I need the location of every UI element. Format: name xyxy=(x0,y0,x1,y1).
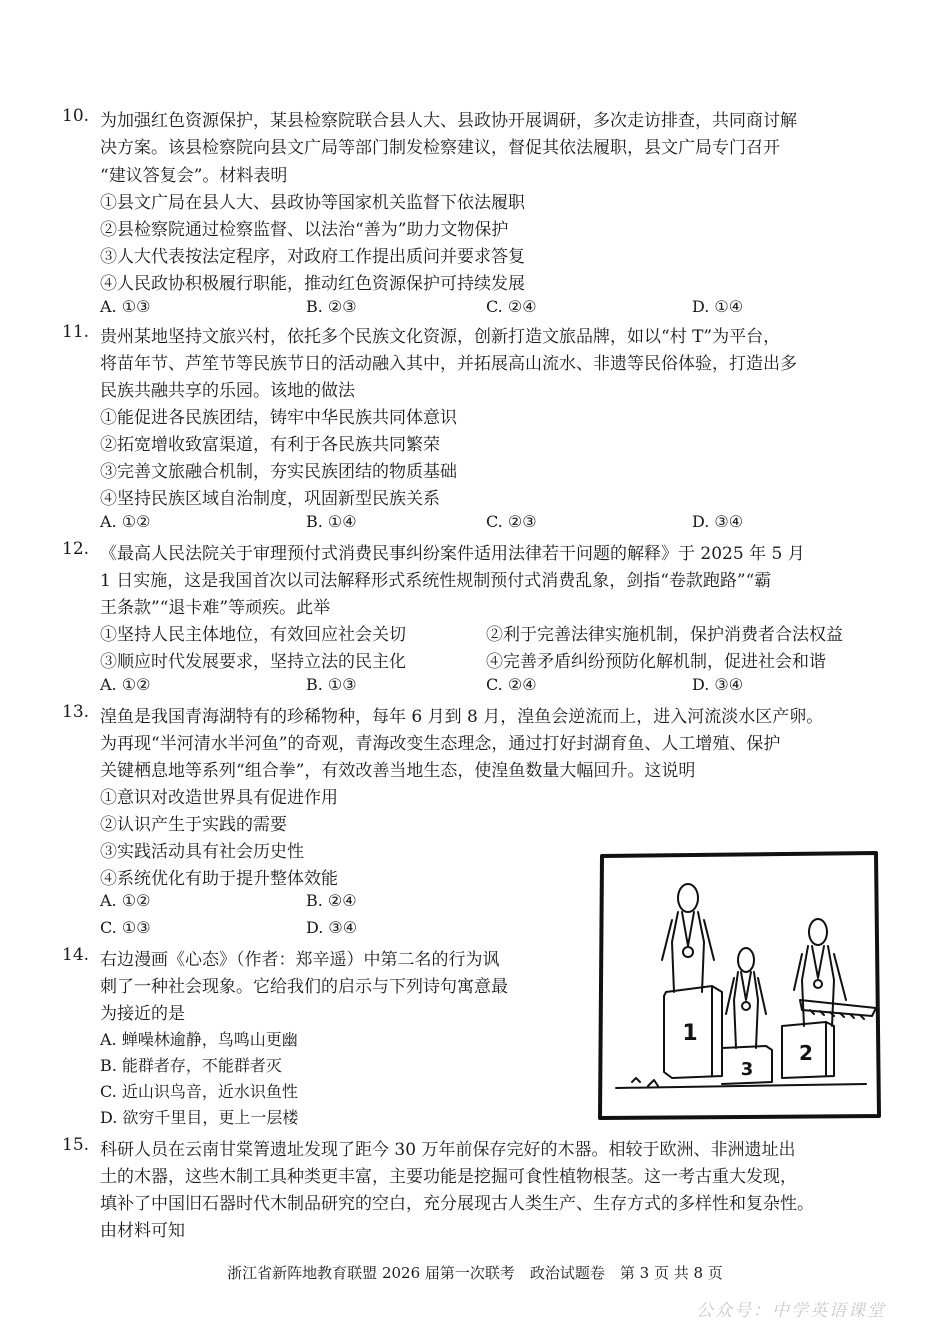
question-number: 14. xyxy=(62,945,90,965)
option-d: D. ③④ xyxy=(692,512,744,531)
question-number: 15. xyxy=(62,1135,90,1155)
statement-item: ④坚持民族区域自治制度，巩固新型民族关系 xyxy=(100,489,440,509)
podium-label-second: 2 xyxy=(799,1041,813,1065)
question-stem-line: 科研人员在云南甘棠箐遗址发现了距今 30 万年前保存完好的木器。相较于欧洲、非洲遗址出 xyxy=(100,1140,796,1160)
question-stem-line: 贵州某地坚持文旅兴村，依托多个民族文化资源，创新打造文旅品牌，如以“村 T”为平台， xyxy=(100,327,781,347)
question-stem-line: 土的木器，这些木制工具种类更丰富，主要功能是挖掘可食性植物根茎。这一考古重大发现， xyxy=(100,1167,797,1187)
option-c: C. ①③ xyxy=(100,918,151,937)
statement-item: ④人民政协积极履行职能，推动红色资源保护可持续发展 xyxy=(100,274,525,294)
question-stem-line: 湟鱼是我国青海湖特有的珍稀物种，每年 6 月到 8 月，湟鱼会逆流而上，进入河流淡水区产卵。 xyxy=(100,707,824,727)
statement-item: ③实践活动具有社会历史性 xyxy=(100,842,304,862)
statement-item: ③完善文旅融合机制，夯实民族团结的物质基础 xyxy=(100,462,457,482)
question-stem-line: 民族共融共享的乐园。该地的做法 xyxy=(100,381,355,401)
question-stem-line: 右边漫画《心态》（作者：郑辛遥）中第二名的行为讽 xyxy=(100,950,500,970)
question-stem-line: 为再现“半河清水半河鱼”的奇观，青海改变生态理念，通过打好封湖育鱼、人工增殖、保护 xyxy=(100,734,781,754)
option-d: D. ③④ xyxy=(692,675,744,694)
option-d: D. 欲穷千里目，更上一层楼 xyxy=(100,1108,299,1127)
question-stem-line: 关键栖息地等系列“组合拳”，有效改善当地生态，使湟鱼数量大幅回升。这说明 xyxy=(100,761,696,781)
option-d: D. ①④ xyxy=(692,297,744,316)
question-stem-line: 为接近的是 xyxy=(100,1004,185,1024)
option-a: A. ①② xyxy=(100,512,151,531)
question-number: 12. xyxy=(62,539,90,559)
statement-item: ①县文广局在县人大、县政协等国家机关监督下依法履职 xyxy=(100,193,525,213)
statement-item: ③顺应时代发展要求，坚持立法的民主化 xyxy=(100,652,406,672)
option-c: C. ②④ xyxy=(486,297,537,316)
option-b: B. ①③ xyxy=(306,675,357,694)
option-b: B. ②④ xyxy=(306,891,357,910)
question-number: 10. xyxy=(62,106,90,126)
podium-label-first: 1 xyxy=(682,1021,698,1046)
statement-item: ③人大代表按法定程序，对政府工作提出质问并要求答复 xyxy=(100,247,525,267)
option-a: A. ①② xyxy=(100,891,151,910)
question-number: 13. xyxy=(62,702,90,722)
option-c: C. 近山识鸟音，近水识鱼性 xyxy=(100,1082,298,1101)
option-a: A. 蝉噪林逾静，鸟鸣山更幽 xyxy=(100,1030,298,1049)
question-number: 11. xyxy=(62,322,90,342)
question-stem-line: 将苗年节、芦笙节等民族节日的活动融入其中，并拓展高山流水、非遗等民俗体验，打造出多 xyxy=(100,354,797,374)
question-stem-line: 王条款”“退卡难”等顽疾。此举 xyxy=(100,598,331,618)
option-b: B. 能群者存，不能群者灭 xyxy=(100,1056,282,1075)
option-a: A. ①③ xyxy=(100,297,151,316)
statement-item: ①意识对改造世界具有促进作用 xyxy=(100,788,338,808)
option-b: B. ②③ xyxy=(306,297,357,316)
cartoon-illustration xyxy=(596,850,883,1120)
question-stem-line: 1 日实施，这是我国首次以司法解释形式系统性规制预付式消费乱象，剑指“卷款跑路”“霸 xyxy=(100,571,772,591)
question-stem-line: “建议答复会”。材料表明 xyxy=(100,166,288,186)
option-d: D. ③④ xyxy=(306,918,358,937)
question-stem-line: 为加强红色资源保护，某县检察院联合县人大、县政协开展调研，多次走访排查，共同商讨解 xyxy=(100,111,797,131)
statement-item: ④系统优化有助于提升整体效能 xyxy=(100,869,338,889)
statement-item: ②利于完善法律实施机制，保护消费者合法权益 xyxy=(486,625,843,645)
statement-item: ①能促进各民族团结，铸牢中华民族共同体意识 xyxy=(100,408,457,428)
option-c: C. ②③ xyxy=(486,512,537,531)
option-c: C. ②④ xyxy=(486,675,537,694)
option-b: B. ①④ xyxy=(306,512,357,531)
question-stem-line: 决方案。该县检察院向县文广局等部门制发检察建议，督促其依法履职，县文广局专门召开 xyxy=(100,138,780,158)
podium-label-third: 3 xyxy=(740,1059,754,1080)
option-a: A. ①② xyxy=(100,675,151,694)
question-stem-line: 刺了一种社会现象。它给我们的启示与下列诗句寓意最 xyxy=(100,977,508,997)
watermark: 公众号：中学英语课堂 xyxy=(696,1301,886,1321)
statement-item: ④完善矛盾纠纷预防化解机制，促进社会和谐 xyxy=(486,652,826,672)
page-footer: 浙江省新阵地教育联盟 2026 届第一次联考 政治试题卷 第 3 页 共 8 页 xyxy=(227,1264,723,1282)
question-stem-line: 填补了中国旧石器时代木制品研究的空白，充分展现古人类生产、生存方式的多样性和复杂性。 xyxy=(100,1194,814,1214)
question-stem-line: 《最高人民法院关于审理预付式消费民事纠纷案件适用法律若干问题的解释》于 2025 年 5 月 xyxy=(100,544,805,564)
statement-item: ②拓宽增收致富渠道，有利于各民族共同繁荣 xyxy=(100,435,440,455)
statement-item: ②认识产生于实践的需要 xyxy=(100,815,287,835)
statement-item: ②县检察院通过检察监督、以法治“善为”助力文物保护 xyxy=(100,220,509,240)
statement-item: ①坚持人民主体地位，有效回应社会关切 xyxy=(100,625,406,645)
question-stem-line: 由材料可知 xyxy=(100,1221,185,1241)
